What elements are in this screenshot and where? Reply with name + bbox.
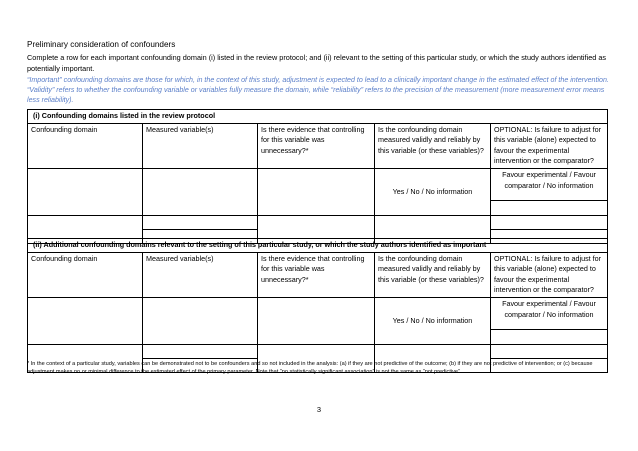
footnote: * In the context of a particular study, variables can be demonstrated not to be confounders and so not included in the analysis: (a) if they are not predictive of the outcome; (b) if they are not predictive of intervention; or (c) because adjustment makes no or minimal difference to the estimated effect of the primary parameter. Note that “no statistically significant association” is not the same as “not predictive”. bbox=[27, 361, 593, 375]
section-heading: Preliminary consideration of confounders bbox=[27, 40, 176, 49]
instructions-text: Complete a row for each important confounding domain (i) listed in the review protocol; and (ii) relevant to the setting of this particular study, or which the study authors identified as potentially important. bbox=[27, 53, 607, 73]
table-row bbox=[28, 215, 608, 229]
optional-cell[interactable] bbox=[491, 215, 608, 229]
favour-options[interactable]: Favour experimental / Favour comparator / No information bbox=[491, 297, 608, 329]
column-header-measured-variables: Measured variable(s) bbox=[143, 123, 258, 168]
optional-cell[interactable] bbox=[491, 329, 608, 344]
favour-options[interactable]: Favour experimental / Favour comparator / No information bbox=[491, 168, 608, 200]
page-number: 3 bbox=[316, 405, 322, 414]
column-header-evidence-unnecessary: Is there evidence that controlling for this variable was unnecessary?* bbox=[258, 123, 375, 168]
table-header-row bbox=[28, 252, 608, 297]
optional-cell[interactable] bbox=[491, 200, 608, 215]
evidence-cell[interactable] bbox=[258, 168, 375, 215]
measured-variable-cell[interactable] bbox=[143, 168, 258, 215]
protocol-confounders-table bbox=[27, 109, 607, 244]
definitions-note: “Important” confounding domains are those for which, in the context of this study, adjustment is expected to lead to a clinically important change in the estimated effect of the intervention. “Validity” refers to whether the confounding variable or variables fully measure the domain, while “reliability” refers to the precision of the measurement (more measurement error means less reliability). bbox=[27, 76, 609, 104]
table-row bbox=[28, 168, 608, 200]
column-header-domain: Confounding domain bbox=[28, 252, 143, 297]
column-header-optional-direction: OPTIONAL: Is failure to adjust for this variable (alone) expected to favour the experimental intervention or the comparator? bbox=[491, 123, 608, 168]
column-header-optional-direction: OPTIONAL: Is failure to adjust for this variable (alone) expected to favour the experimental intervention or the comparator? bbox=[491, 252, 608, 297]
column-header-domain: Confounding domain bbox=[28, 123, 143, 168]
additional-confounders-table bbox=[27, 238, 607, 373]
measured-variable-cell[interactable] bbox=[143, 297, 258, 344]
yes-no-options[interactable]: Yes / No / No information bbox=[375, 168, 491, 215]
optional-cell[interactable] bbox=[491, 344, 608, 358]
column-header-measured-variables: Measured variable(s) bbox=[143, 252, 258, 297]
domain-cell[interactable] bbox=[28, 168, 143, 215]
table-title: (i) Confounding domains listed in the review protocol bbox=[28, 110, 608, 124]
column-header-evidence-unnecessary: Is there evidence that controlling for this variable was unnecessary?* bbox=[258, 252, 375, 297]
domain-cell[interactable] bbox=[28, 297, 143, 344]
yes-no-options[interactable]: Yes / No / No information bbox=[375, 297, 491, 344]
measured-variable-cell[interactable] bbox=[143, 215, 258, 229]
table-title: (ii) Additional confounding domains relevant to the setting of this particular study, or which the study authors identified as important bbox=[28, 239, 608, 253]
column-header-valid-reliable: Is the confounding domain measured validly and reliably by this variable (or these variables)? bbox=[375, 252, 491, 297]
table-row bbox=[28, 344, 608, 358]
measured-variable-cell[interactable] bbox=[143, 344, 258, 358]
table-header-row bbox=[28, 123, 608, 168]
column-header-valid-reliable: Is the confounding domain measured validly and reliably by this variable (or these variables)? bbox=[375, 123, 491, 168]
evidence-cell[interactable] bbox=[258, 297, 375, 344]
table-row bbox=[28, 297, 608, 329]
